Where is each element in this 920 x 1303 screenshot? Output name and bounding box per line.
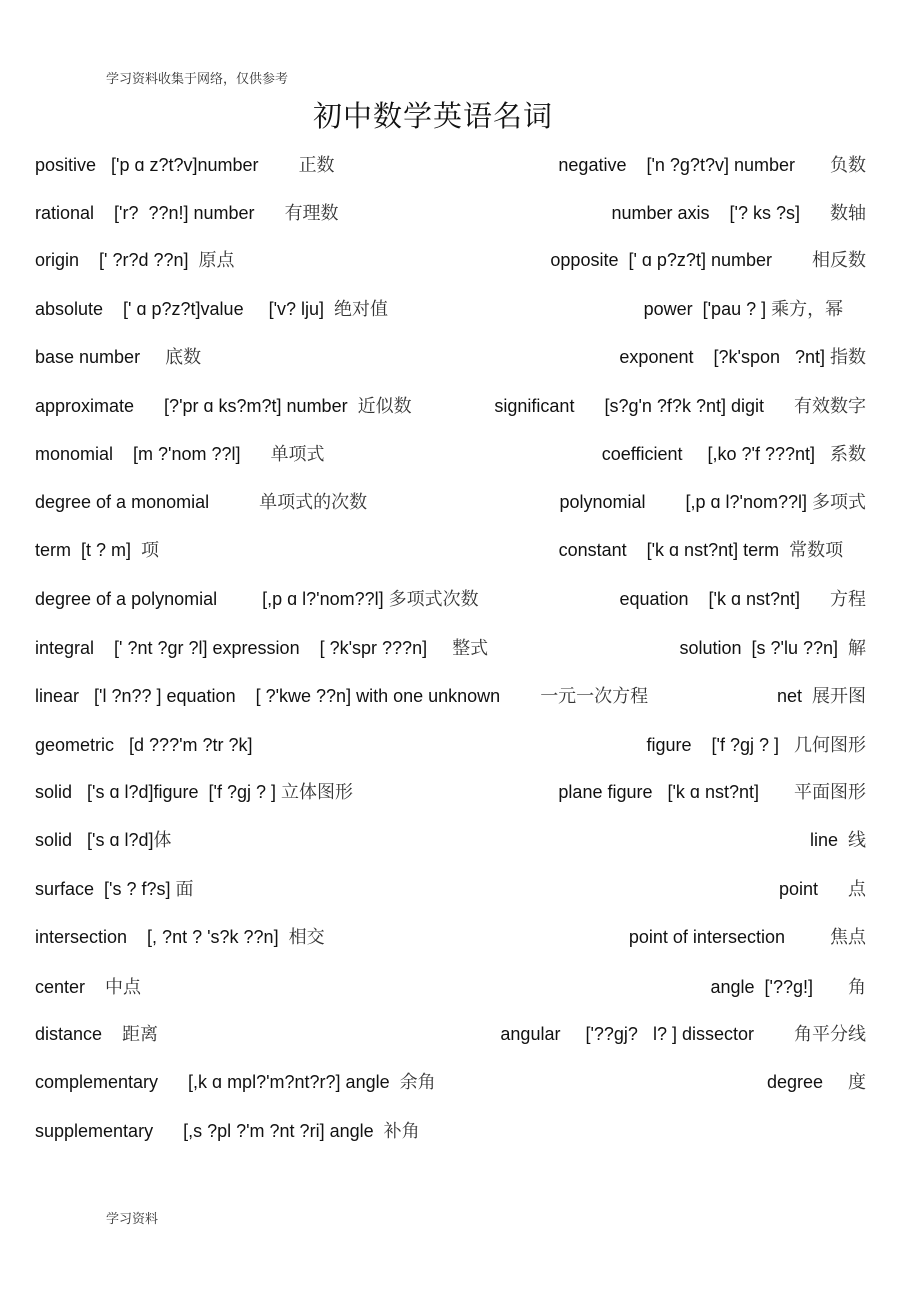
vocab-row bbox=[35, 586, 866, 612]
term-with-phonetic: term [t ? m] bbox=[35, 540, 142, 560]
right-vocab-entry bbox=[619, 344, 866, 371]
term-with-phonetic: distance bbox=[35, 1024, 123, 1044]
left-vocab-entry bbox=[35, 974, 141, 1001]
vocab-row bbox=[35, 296, 866, 322]
chinese-translation: 相交 bbox=[288, 927, 325, 948]
right-vocab-entry bbox=[559, 489, 866, 516]
term-with-phonetic: integral [' ?nt ?gr ?l] expression [ ?k'spr ???n] bbox=[35, 638, 453, 658]
term-with-phonetic: significant [s?g'n ?f?k ?nt] digit bbox=[494, 396, 794, 416]
vocab-row bbox=[35, 683, 866, 709]
chinese-translation: 平面图形 bbox=[794, 782, 866, 803]
left-vocab-entry bbox=[35, 152, 335, 179]
chinese-translation: 底数 bbox=[165, 347, 202, 368]
vocab-row bbox=[35, 974, 866, 1000]
chinese-translation: 距离 bbox=[122, 1024, 159, 1045]
chinese-translation: 整式 bbox=[452, 638, 489, 659]
chinese-translation: 面 bbox=[175, 879, 194, 900]
chinese-translation: 原点 bbox=[198, 250, 235, 271]
term-with-phonetic: degree of a polynomial [,p ɑ l?'nom??l] bbox=[35, 589, 389, 609]
chinese-translation: 线 bbox=[848, 830, 866, 851]
left-vocab-entry bbox=[35, 296, 388, 323]
vocab-row bbox=[35, 200, 866, 226]
left-vocab-entry bbox=[35, 441, 325, 468]
right-vocab-entry bbox=[559, 537, 866, 564]
chinese-translation: 一元一次方程 bbox=[540, 686, 649, 707]
right-vocab-entry bbox=[646, 732, 866, 759]
chinese-translation: 立体图形 bbox=[281, 782, 353, 803]
term-with-phonetic: power ['pau ? ] bbox=[643, 299, 772, 319]
chinese-translation: 常数项 bbox=[789, 540, 866, 561]
chinese-translation: 有理数 bbox=[284, 203, 339, 224]
term-with-phonetic: base number bbox=[35, 347, 166, 367]
right-vocab-entry bbox=[767, 1069, 866, 1096]
left-vocab-entry bbox=[35, 247, 235, 274]
term-with-phonetic: absolute [' ɑ p?z?t]value ['v? lju] bbox=[35, 299, 335, 319]
term-with-phonetic: geometric [d ???'m ?tr ?k] bbox=[35, 735, 253, 755]
term-with-phonetic: rational ['r? ??n!] number bbox=[35, 203, 285, 223]
vocab-row bbox=[35, 732, 866, 758]
right-vocab-entry bbox=[619, 586, 866, 613]
right-vocab-entry bbox=[710, 974, 866, 1001]
vocab-row bbox=[35, 1021, 866, 1047]
term-with-phonetic: monomial [m ?'nom ??l] bbox=[35, 444, 271, 464]
term-with-phonetic: intersection [, ?nt ? 's?k ??n] bbox=[35, 927, 289, 947]
term-with-phonetic: angular ['??gj? l? ] dissector bbox=[500, 1024, 794, 1044]
right-vocab-entry bbox=[611, 200, 866, 227]
left-vocab-entry bbox=[35, 635, 488, 662]
left-vocab-entry bbox=[35, 586, 479, 613]
chinese-translation: 余角 bbox=[399, 1072, 436, 1093]
term-with-phonetic: plane figure ['k ɑ nst?nt] bbox=[558, 782, 794, 802]
vocab-row bbox=[35, 635, 866, 661]
term-with-phonetic: equation ['k ɑ nst?nt] bbox=[619, 589, 830, 609]
vocab-row bbox=[35, 1069, 866, 1095]
left-vocab-entry bbox=[35, 779, 353, 806]
chinese-translation: 几何图形 bbox=[794, 735, 866, 756]
term-with-phonetic: line bbox=[809, 830, 848, 850]
term-with-phonetic: solid ['s ɑ l?d]figure ['f ?gj ? ] bbox=[35, 782, 281, 802]
right-vocab-entry bbox=[602, 441, 866, 468]
left-vocab-entry bbox=[35, 1021, 158, 1048]
left-vocab-entry bbox=[35, 344, 201, 371]
right-vocab-entry bbox=[679, 635, 866, 662]
vocab-row bbox=[35, 152, 866, 178]
term-with-phonetic: point of intersection bbox=[628, 927, 830, 947]
vocab-row bbox=[35, 489, 866, 515]
vocab-row bbox=[35, 247, 866, 273]
right-vocab-entry bbox=[494, 393, 866, 420]
chinese-translation: 方程 bbox=[830, 589, 866, 610]
right-vocab-entry bbox=[500, 1021, 866, 1048]
right-vocab-entry bbox=[779, 876, 866, 903]
left-vocab-entry bbox=[35, 683, 648, 710]
chinese-translation: 绝对值 bbox=[334, 299, 389, 320]
left-vocab-entry bbox=[35, 1118, 420, 1145]
vocab-row bbox=[35, 876, 866, 902]
term-with-phonetic: origin [' ?r?d ??n] bbox=[35, 250, 199, 270]
term-with-phonetic: angle ['??g!] bbox=[710, 977, 848, 997]
left-vocab-entry bbox=[35, 1069, 436, 1096]
vocab-row bbox=[35, 827, 866, 853]
term-with-phonetic: constant ['k ɑ nst?nt] term bbox=[558, 540, 790, 560]
term-with-phonetic: degree bbox=[766, 1072, 848, 1092]
chinese-translation: 相反数 bbox=[812, 250, 866, 271]
term-with-phonetic: positive ['p ɑ z?t?v]number bbox=[35, 155, 299, 175]
chinese-translation: 度 bbox=[848, 1072, 866, 1093]
right-vocab-entry bbox=[777, 683, 866, 710]
chinese-translation: 近似数 bbox=[357, 396, 412, 417]
vocab-row bbox=[35, 344, 866, 370]
term-with-phonetic: solid ['s ɑ l?d] bbox=[35, 830, 154, 850]
chinese-translation: 角 bbox=[848, 977, 866, 998]
vocab-row bbox=[35, 924, 866, 950]
chinese-translation: 多项式次数 bbox=[388, 589, 479, 610]
left-vocab-entry bbox=[35, 876, 194, 903]
header-note: 学习资料收集于网络，仅供参考 bbox=[106, 72, 289, 87]
right-vocab-entry bbox=[558, 152, 866, 179]
chinese-translation: 正数 bbox=[298, 155, 335, 176]
chinese-translation: 点 bbox=[848, 879, 866, 900]
left-vocab-entry bbox=[35, 393, 412, 420]
chinese-translation: 补角 bbox=[383, 1121, 420, 1142]
term-with-phonetic: surface ['s ? f?s] bbox=[35, 879, 176, 899]
chinese-translation: 中点 bbox=[105, 977, 142, 998]
chinese-translation: 解 bbox=[848, 638, 866, 659]
chinese-translation: 多项式 bbox=[812, 492, 866, 513]
right-vocab-entry bbox=[558, 779, 866, 806]
chinese-translation: 负数 bbox=[830, 155, 866, 176]
term-with-phonetic: center bbox=[35, 977, 106, 997]
chinese-translation: 指数 bbox=[830, 347, 866, 368]
chinese-translation: 乘方，幂 bbox=[771, 299, 866, 320]
term-with-phonetic: polynomial [,p ɑ l?'nom??l] bbox=[559, 492, 812, 512]
right-vocab-entry bbox=[550, 247, 866, 274]
right-vocab-entry bbox=[810, 827, 866, 854]
right-vocab-entry bbox=[644, 296, 866, 323]
term-with-phonetic: figure ['f ?gj ? ] bbox=[646, 735, 794, 755]
term-with-phonetic: point bbox=[778, 879, 848, 899]
vocab-row bbox=[35, 537, 866, 563]
term-with-phonetic: number axis ['? ks ?s] bbox=[611, 203, 830, 223]
vocab-row bbox=[35, 441, 866, 467]
chinese-translation: 单项式 bbox=[270, 444, 325, 465]
footer-note: 学习资料 bbox=[106, 1212, 159, 1227]
term-with-phonetic: complementary [,k ɑ mpl?'m?nt?r?] angle bbox=[35, 1072, 400, 1092]
chinese-translation: 系数 bbox=[830, 444, 866, 465]
left-vocab-entry bbox=[35, 489, 367, 516]
chinese-translation: 有效数字 bbox=[794, 396, 866, 417]
chinese-translation: 展开图 bbox=[812, 686, 866, 707]
page-title-text: 初中数学英语名词 bbox=[312, 99, 553, 133]
term-with-phonetic: supplementary [,s ?pl ?'m ?nt ?ri] angle bbox=[35, 1121, 384, 1141]
term-with-phonetic: net bbox=[776, 686, 812, 706]
term-with-phonetic: approximate [?'pr ɑ ks?m?t] number bbox=[35, 396, 358, 416]
chinese-translation: 体 bbox=[153, 830, 172, 851]
page-title bbox=[0, 94, 866, 135]
vocab-row bbox=[35, 393, 866, 419]
chinese-translation: 数轴 bbox=[830, 203, 866, 224]
left-vocab-entry bbox=[35, 732, 253, 759]
left-vocab-entry bbox=[35, 200, 339, 227]
chinese-translation: 焦点 bbox=[830, 927, 866, 948]
term-with-phonetic: linear ['l ?n?? ] equation [ ?'kwe ??n] with one unknown bbox=[35, 686, 541, 706]
term-with-phonetic: coefficient [,ko ?'f ???nt] bbox=[601, 444, 830, 464]
term-with-phonetic: solution [s ?'lu ??n] bbox=[679, 638, 848, 658]
chinese-translation: 项 bbox=[141, 540, 160, 561]
left-vocab-entry bbox=[35, 827, 172, 854]
term-with-phonetic: exponent [?k'spon ?nt] bbox=[619, 347, 830, 367]
left-vocab-entry bbox=[35, 537, 159, 564]
term-with-phonetic: degree of a monomial bbox=[35, 492, 260, 512]
right-vocab-entry bbox=[629, 924, 866, 951]
vocab-row bbox=[35, 779, 866, 805]
term-with-phonetic: opposite [' ɑ p?z?t] number bbox=[550, 250, 812, 270]
vocab-row bbox=[35, 1118, 866, 1144]
chinese-translation: 角平分线 bbox=[794, 1024, 866, 1045]
chinese-translation: 单项式的次数 bbox=[259, 492, 368, 513]
term-with-phonetic: negative ['n ?g?t?v] number bbox=[558, 155, 830, 175]
left-vocab-entry bbox=[35, 924, 325, 951]
